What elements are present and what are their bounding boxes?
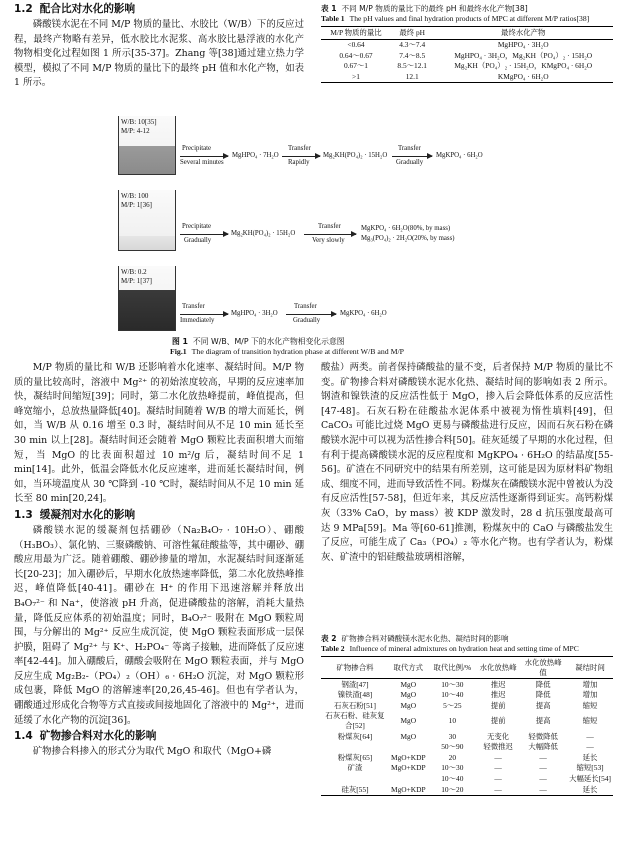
table-header-row <box>321 27 613 40</box>
left-bottom-column <box>14 361 304 760</box>
product-label: Mg₃(PO₄)₂ · 2H₂O(20%, by mass) <box>361 235 455 242</box>
paragraph-mix-ratio: 磷酸镁水泥在不同 M/P 物质的量比、水胶比（W/B）下的反应过程，最终产物略有差异，低水胶比水泥浆、高水胶比悬浮液的水化产物物相变化过程如图 1 所示[35-37]。Zhang 等[38]通过建立热力学模型，模拟了不同 M/P 物质的量比下的最终 pH 值和水化产物，如表 1 所示。 <box>14 19 304 89</box>
table-cell: KMgPO₄ · 6H₂O <box>433 71 613 82</box>
table-cell: 石灰石粉、硅灰复合[52] <box>325 711 385 731</box>
paragraph-admixture-cont: 酸盐）两类。前者保持磷酸盐的量不变，后者保持 M/P 物质的量比不变。矿物掺合料对磷酸镁水泥水化热、凝结时间的影响如表 2 所示。钢渣和镍铁渣的反应活性低于 MgO，掺入后会降低体系的反应活性[47-48]。石灰石粉在硅酸盐水泥体系中被视为惰性填料[49]，但 CaCO₃ 可能比过烧 MgO 更易与磷酸盐进行反应，因而石灰石粉在磷酸镁水泥中可以视为活性掺合料[50]。硅灰延缓了早期的水化过程，但有利于提高磷酸镁水泥的反应程度和 MgKPO₄ · 6H₂O 的结晶度[55-56]。矿渣在不同研究中的结果有所差别，这可能是因为原材料矿物组成、细度不同，进而导致活性不同。粉煤灰在磷酸镁水泥中曾被认为没有反应活性[57-58]，但近年来，其反应活性逐渐得到证实。高钙粉煤灰（33% CaO，by mass）被 KDP 激发时，28 d 抗压强度最高可达 9 MPa[59]。Ma 等[60-61]推测，粉煤灰中的 CaO 与磷酸盐发生了反应，可能生成了 Ca₃（PO₄）₂ 等水化产物。也有学者认为，粉煤灰、矿渣中的铝硅酸盐玻璃相溶解， <box>321 362 613 563</box>
table-cell <box>389 742 428 753</box>
table-cell: 10～30 <box>441 763 464 773</box>
table-cell: 大幅延长[54] <box>569 774 611 784</box>
arrow-icon <box>282 156 320 157</box>
table-1 <box>321 4 613 83</box>
table-cell: — <box>494 752 502 762</box>
table-cell: 增加 <box>582 679 598 689</box>
table-cell: MgO+KDP <box>391 784 426 794</box>
product-label: MgHPO₄ · 3H₂O <box>231 310 278 317</box>
table-1-caption-en: Table 1 The pH values and final hydration products of MPC at different M/P ratios[38] <box>321 14 590 23</box>
table-cell: 轻微降低 <box>528 731 558 741</box>
table-cell: MgO <box>400 716 417 726</box>
table-cell: MgHPO₄ · 3H₂O，Mg₂KH（PO₄）₂ · 15H₂O <box>454 50 593 60</box>
beaker-paste <box>118 266 176 331</box>
table-cell: MgO <box>400 679 417 689</box>
table-cell: 10 <box>448 716 457 726</box>
table-row <box>321 690 613 701</box>
arrow-label: Transfer <box>398 145 421 152</box>
arrow-label: Transfer <box>288 145 311 152</box>
table-1-grid <box>321 26 613 83</box>
table-cell: 硅灰[55] <box>321 784 389 795</box>
table-cell: 0.67～1 <box>343 61 368 71</box>
table-cell: 轻微推迟 <box>483 742 513 752</box>
left-top-column <box>14 1 304 91</box>
table-row <box>321 700 613 711</box>
arrow-icon <box>180 156 228 157</box>
arrow-icon <box>180 234 228 235</box>
arrow-label: Immediately <box>180 317 215 324</box>
table-cell: — <box>519 784 567 795</box>
table-cell: MgO+KDP <box>391 752 426 762</box>
table-cell: 推迟 <box>490 679 506 689</box>
table-cell: 10～20 <box>428 784 478 795</box>
product-label: MgKPO₄ · 6H₂O <box>340 310 387 317</box>
table-cell: 提高 <box>535 716 551 726</box>
arrow-icon <box>180 314 228 315</box>
arrow-icon <box>304 234 356 235</box>
table-cell: 粉煤灰[65] <box>337 752 373 762</box>
table-cell: 提前 <box>490 716 506 726</box>
table-cell: 无变化 <box>487 731 510 741</box>
table-cell: — <box>494 763 502 773</box>
beaker-label: W/B: 100 M/P: 1[36] <box>121 192 152 209</box>
arrow-label: Rapidly <box>288 159 310 166</box>
arrow-label: Several minutes <box>180 159 224 166</box>
table-cell: Mg₂KH（PO₄）₂ · 15H₂O，KMgPO₄ · 6H₂O <box>454 61 593 71</box>
arrow-label: Transfer <box>294 303 317 310</box>
table-cell: MgO <box>400 731 417 741</box>
table-cell: 降低 <box>535 690 551 700</box>
arrow-label: Gradually <box>293 317 321 324</box>
section-heading-1-2: 1.2 配合比对水化的影响 <box>14 3 136 15</box>
table-cell: 8.5～12.1 <box>397 61 427 71</box>
arrow-label: Transfer <box>318 223 341 230</box>
suspension-fill <box>119 146 175 174</box>
table-cell: MgHPO₄ · 3H₂O <box>497 40 549 50</box>
paragraph-retarder: 磷酸镁水泥的缓凝剂包括硼砂（Na₂B₄O₇ · 10H₂O）、硼酸（H₃BO₃）、氯化钠、三聚磷酸钠、可溶性氟硅酸盐等，其中硼砂、硼酸应用最为广泛。随着硼酸、硼砂掺量的增加，水泥凝结时间逐渐延长[20-23]；加入硼砂后，早期水化放热速率降低，第二水化放热峰推迟，峰值降低[40-41]。硼砂在 H⁺ 的作用下迅速溶解并释放出 B₄O₇²⁻ 和 Na⁺，使溶液 pH 升高，促进磷酸盐的溶解，消耗大量热量，降低反应体系的初始温度；同时，B₄O₇²⁻ 吸附在 MgO 颗粒周围，与分解出的 Mg²⁺ 反应生成沉淀，使 MgO 颗粒表面形成一层保护膜，阻碍了 Mg²⁺ 与 K⁺、H₂PO₄⁻ 等离子接触，进而降低了反应速率[42-44]。加入硼酸后，硼酸会吸附在 MgO 颗粒表面，并与 MgO 反应生成 Mg₂B₂-（PO₄）₂（OH）₆ · 6H₂O 沉淀，对 MgO 颗粒形成包裹，降低 MgO 的溶解速率[20,26,45-46]。但也有学者认为，硼酸通过形成化合物等方式直接或间接地固化了溶液中的 Mg²⁺，进而延缓了水化产物的沉淀[36]。 <box>14 524 304 726</box>
table-cell: — <box>539 774 547 784</box>
suspension-fill <box>119 236 175 250</box>
table-cell: 0.64～0.67 <box>339 50 373 60</box>
table-cell: MgO <box>400 690 417 700</box>
table-row <box>321 774 613 785</box>
table-2-caption: 表 2 矿物掺合料对磷酸镁水泥水化热、凝结时间的影响 <box>321 634 509 643</box>
product-label: Mg₂KH(PO₄)₂ · 15H₂O <box>323 152 388 159</box>
table-row <box>321 711 613 731</box>
table-cell: 缩短 <box>582 716 598 726</box>
arrow-label: Very slowly <box>312 237 345 244</box>
table-row <box>321 679 613 690</box>
table-cell: 增加 <box>582 690 598 700</box>
table-header-cell: 取代比例/% <box>428 657 478 679</box>
beaker-suspension <box>118 190 176 251</box>
table-cell: — <box>586 731 594 741</box>
table-2-caption-en: Table 2 Influence of mineral admixtures on hydration heat and setting time of MPC <box>321 644 579 653</box>
table-cell: 大幅降低 <box>528 742 558 752</box>
arrow-label: Gradually <box>396 159 424 166</box>
table-1-caption: 表 1 不同 M/P 物质的量比下的最终 pH 和最终水化产物[38] <box>321 4 528 13</box>
table-cell: 缩短[53] <box>576 763 604 773</box>
figure-1-caption: 图 1 不同 W/B、M/P 下的水化产物相变化示意图 Fig.1 The diagram of transition hydration phase at different W/B and M/P <box>170 337 404 356</box>
arrow-label: Precipitate <box>182 145 212 152</box>
table-row <box>321 731 613 742</box>
section-heading-1-3: 1.3 缓凝剂对水化的影响 <box>14 508 136 521</box>
table-header-cell: M/P 物质的量比 <box>321 27 391 40</box>
table-cell: 10～40 <box>441 774 464 784</box>
arrow-icon <box>392 156 432 157</box>
paragraph-admixture: 矿物掺合料掺入的形式分为取代 MgO 和取代（MgO+磷 <box>32 746 272 758</box>
table-row <box>321 763 613 774</box>
arrow-label: Gradually <box>184 237 212 244</box>
table-cell: 20 <box>448 752 457 762</box>
table-cell: 30 <box>448 731 457 741</box>
table-header-cell: 凝结时间 <box>567 657 613 679</box>
table-cell: 缩短 <box>582 700 598 710</box>
table-cell <box>389 774 428 785</box>
table-cell: 石灰石粉[51] <box>334 700 376 710</box>
table-cell: <0.64 <box>347 40 365 50</box>
table-header-cell: 最终水化产物 <box>433 27 613 40</box>
table-cell: 延长 <box>582 752 598 762</box>
table-cell: 提前 <box>490 700 506 710</box>
arrow-label: Transfer <box>182 303 205 310</box>
product-label: MgHPO₄ · 7H₂O <box>232 152 279 159</box>
table-header-cell: 取代方式 <box>389 657 428 679</box>
beaker-high-wb <box>118 116 176 175</box>
table-cell: — <box>586 742 594 752</box>
product-label: Mg₂KH(PO₄)₂ · 15H₂O <box>231 230 296 237</box>
table-row <box>321 61 613 72</box>
beaker-label: W/B: 0.2 M/P: 1[37] <box>121 268 152 285</box>
table-2-grid <box>321 656 613 796</box>
table-header-cell: 最终 pH <box>391 27 434 40</box>
table-cell: — <box>477 784 519 795</box>
table-header-cell: 水化放热峰 <box>477 657 519 679</box>
table-row <box>321 752 613 763</box>
table-cell: 10～30 <box>441 679 464 689</box>
section-heading-1-4: 1.4 矿物掺合料对水化的影响 <box>14 730 157 743</box>
table-cell: 提高 <box>535 700 551 710</box>
table-header-cell: 矿物掺合料 <box>321 657 389 679</box>
right-bottom-column <box>321 361 613 565</box>
table-cell: 7.4～8.5 <box>399 50 426 60</box>
table-row <box>321 71 613 82</box>
table-2 <box>321 634 613 796</box>
paste-fill <box>119 290 175 330</box>
paragraph-setting-time: M/P 物质的量比和 W/B 还影响着水化速率、凝结时间。M/P 物质的量比较高时，溶液中 Mg²⁺ 的初始浓度较高，早期的反应速率加快，凝结时间缩短[39]；同时，第二水化放热峰提前，峰值提高，但峰宽缩小，总放热量降低[40]。凝结时间随着 W/B 的增大而延长，例如，当 W/B 从 0.16 增至 0.3 时，凝结时间从不足 10 min 延长至 30 min 以上[28]。凝结时间还会随着 MgO 颗粒比表面积增大而缩短，当 MgO 的比表面积超过 10 m²/g 后，凝结时间不足 1 min[14]。此外，低温会降低水化反应速率，进而延长凝结时间，例如，当环境温度从 30 ℃降到 -10 ℃时，凝结时间从不足 10 min 延长至 80 min[20,24]。 <box>14 362 304 505</box>
table-cell: 钢渣[47] <box>341 679 369 689</box>
table-cell: 推迟 <box>490 690 506 700</box>
table-cell: — <box>539 763 547 773</box>
table-cell: 延长 <box>567 784 613 795</box>
table-header-cell: 水化放热峰值 <box>519 657 567 679</box>
arrow-label: Precipitate <box>182 223 212 230</box>
table-header-row <box>321 657 613 679</box>
beaker-label: W/B: 10[35] M/P: 4-12 <box>121 118 157 135</box>
table-cell: 降低 <box>535 679 551 689</box>
table-cell: 50～90 <box>441 742 464 752</box>
figure-1 <box>118 114 490 334</box>
table-cell: >1 <box>321 71 391 82</box>
table-row <box>321 50 613 61</box>
table-cell: MgO <box>400 700 417 710</box>
product-label: MgKPO₄ · 6H₂O(80%, by mass) <box>361 225 451 232</box>
table-cell: 4.3～7.4 <box>399 40 426 50</box>
table-row <box>321 742 613 753</box>
product-label: MgKPO₄ · 6H₂O <box>436 152 483 159</box>
table-cell: — <box>539 752 547 762</box>
table-row <box>321 784 613 795</box>
table-cell <box>321 774 389 785</box>
table-cell: 10～40 <box>441 690 464 700</box>
table-cell: 12.1 <box>391 71 434 82</box>
table-cell <box>321 742 389 753</box>
table-cell: 粉煤灰[64] <box>337 731 373 741</box>
table-cell: 5～25 <box>443 700 462 710</box>
arrow-icon <box>286 314 336 315</box>
table-row <box>321 39 613 50</box>
table-cell: 镍铁渣[48] <box>337 690 373 700</box>
table-cell: MgO+KDP <box>391 763 426 773</box>
table-cell: — <box>494 774 502 784</box>
table-cell: 矿渣 <box>347 763 363 773</box>
